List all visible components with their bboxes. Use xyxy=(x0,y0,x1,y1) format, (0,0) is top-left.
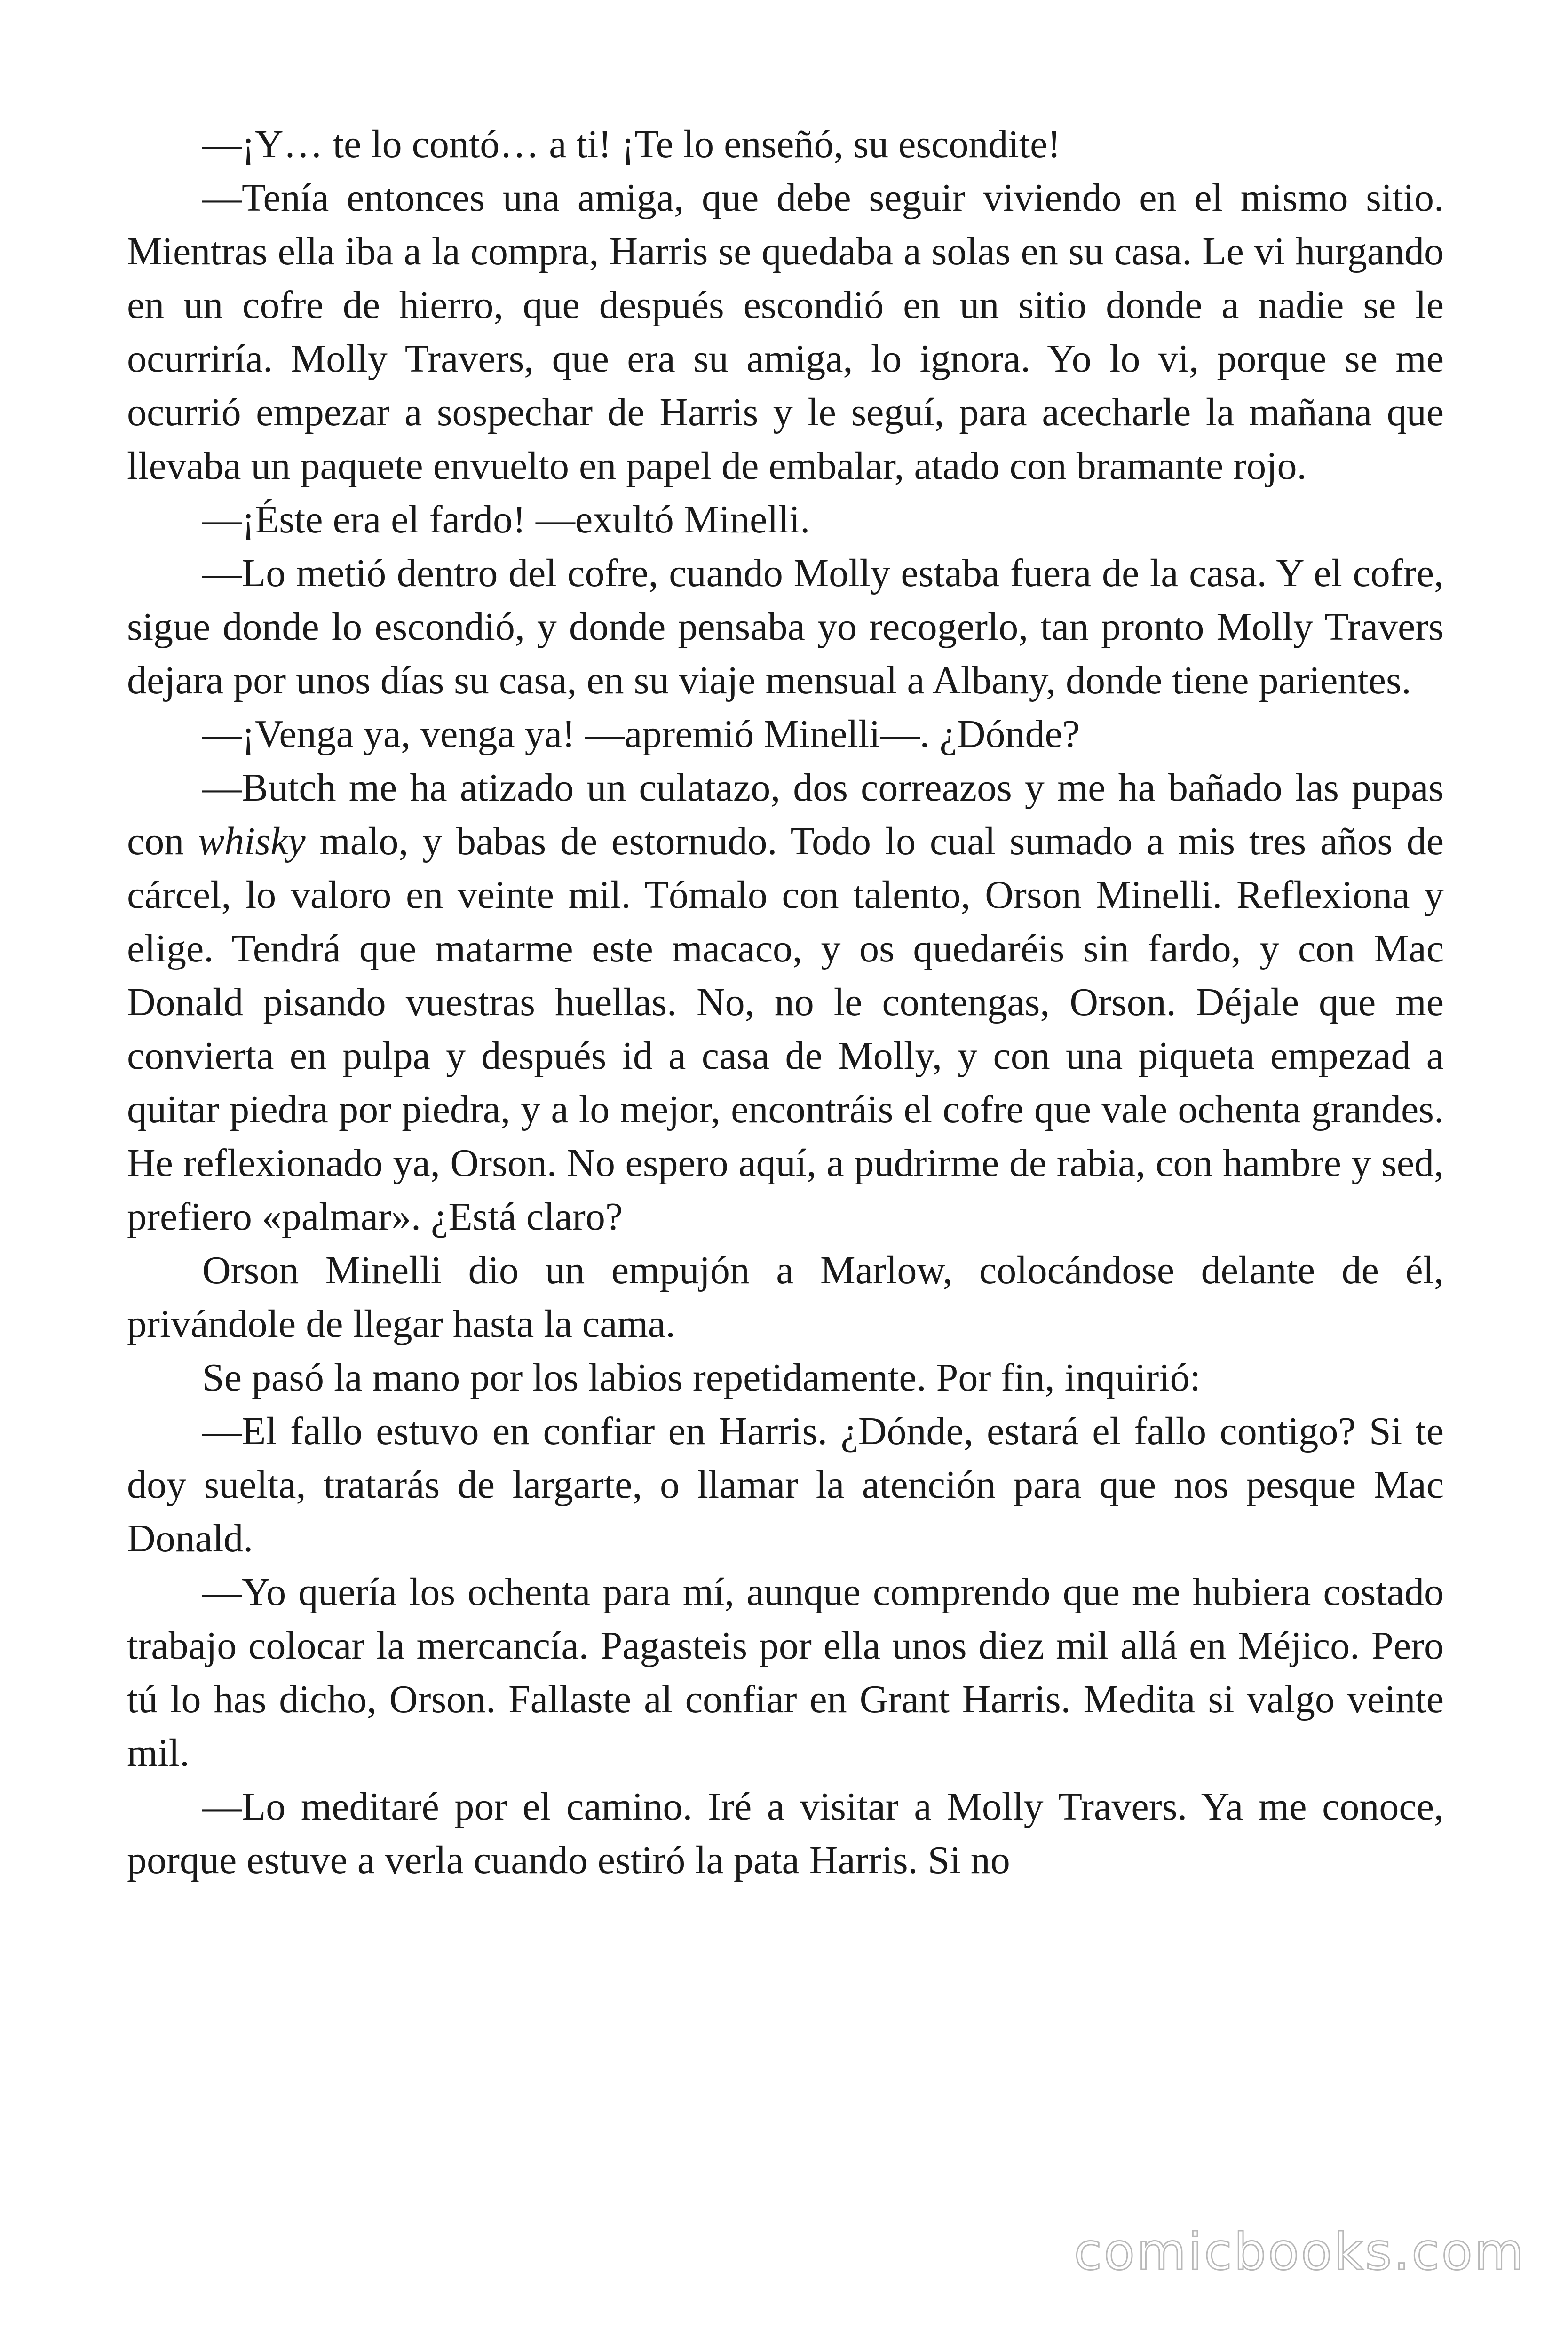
paragraph-7: Orson Minelli dio un empujón a Marlow, colocándose delante de él, privándole de llegar hasta la cama. xyxy=(127,1248,1444,1346)
paragraph-11: —Lo meditaré por el camino. Iré a visitar a Molly Travers. Ya me conoce, porque estuve a verla cuando estiró la pata Harris. Si no xyxy=(127,1785,1444,1882)
paragraph-2: —Tenía entonces una amiga, que debe seguir viviendo en el mismo sitio. Mientras ella iba a la compra, Harris se quedaba a solas en su casa. Le vi hurgando en un cofre de hierro, que después escondió en un sitio donde a nadie se le ocurriría. Molly Travers, que era su amiga, lo ignora. Yo lo vi, porque se me ocurrió empezar a sospechar de Harris y le seguí, para acecharle la mañana que llevaba un paquete envuelto en papel de embalar, atado con bramante rojo. xyxy=(127,176,1444,488)
paragraph-5: —¡Venga ya, venga ya! —apremió Minelli—. ¿Dónde? xyxy=(202,712,1080,756)
watermark: comicbooks.com xyxy=(1074,2223,1526,2281)
paragraph-6-part-1: —Butch me ha atizado un culatazo, dos correazos y me ha bañado las pupas con xyxy=(127,766,1444,863)
paragraph-6-part-2: malo, y babas de estornudo. Todo lo cual sumado a mis tres años de cárcel, lo valoro en veinte mil. Tómalo con talento, Orson Minelli. Reflexiona y elige. Tendrá que matarme este macaco, y os quedaréis sin fardo, y con Mac Donald pisando vuestras huellas. No, no le contengas, Orson. Déjale que me convierta en pulpa y después id a casa de Molly, y con una piqueta empezad a quitar piedra por piedra, y a lo mejor, encontráis el cofre que vale ochenta grandes. He reflexionado ya, Orson. No espero aquí, a pudrirme de rabia, con hambre y sed, prefiero «palmar». ¿Está claro? xyxy=(127,819,1444,1239)
paragraph-1: —¡Y… te lo contó… a ti! ¡Te lo enseñó, su escondite! xyxy=(202,122,1061,166)
paragraph-10: —Yo quería los ochenta para mí, aunque comprendo que me hubiera costado trabajo colocar la mercancía. Pagasteis por ella unos diez mil allá en Méjico. Pero tú lo has dicho, Orson. Fallaste al confiar en Grant Harris. Medita si valgo veinte mil. xyxy=(127,1570,1444,1775)
paragraph-3: —¡Éste era el fardo! —exultó Minelli. xyxy=(202,498,810,541)
paragraph-9: —El fallo estuvo en confiar en Harris. ¿Dónde, estará el fallo contigo? Si te doy suelta, tratarás de largarte, o llamar la atención para que nos pesque Mac Donald. xyxy=(127,1409,1444,1560)
paragraph-8: Se pasó la mano por los labios repetidamente. Por fin, inquirió: xyxy=(202,1356,1201,1399)
paragraph-6 xyxy=(127,761,1444,1244)
paragraph-4: —Lo metió dentro del cofre, cuando Molly estaba fuera de la casa. Y el cofre, sigue donde lo escondió, y donde pensaba yo recogerlo, tan pronto Molly Travers dejara por unos días su casa, en su viaje mensual a Albany, donde tiene parientes. xyxy=(127,551,1444,702)
page-body xyxy=(127,118,1444,1887)
italic-word: whisky xyxy=(198,819,306,863)
